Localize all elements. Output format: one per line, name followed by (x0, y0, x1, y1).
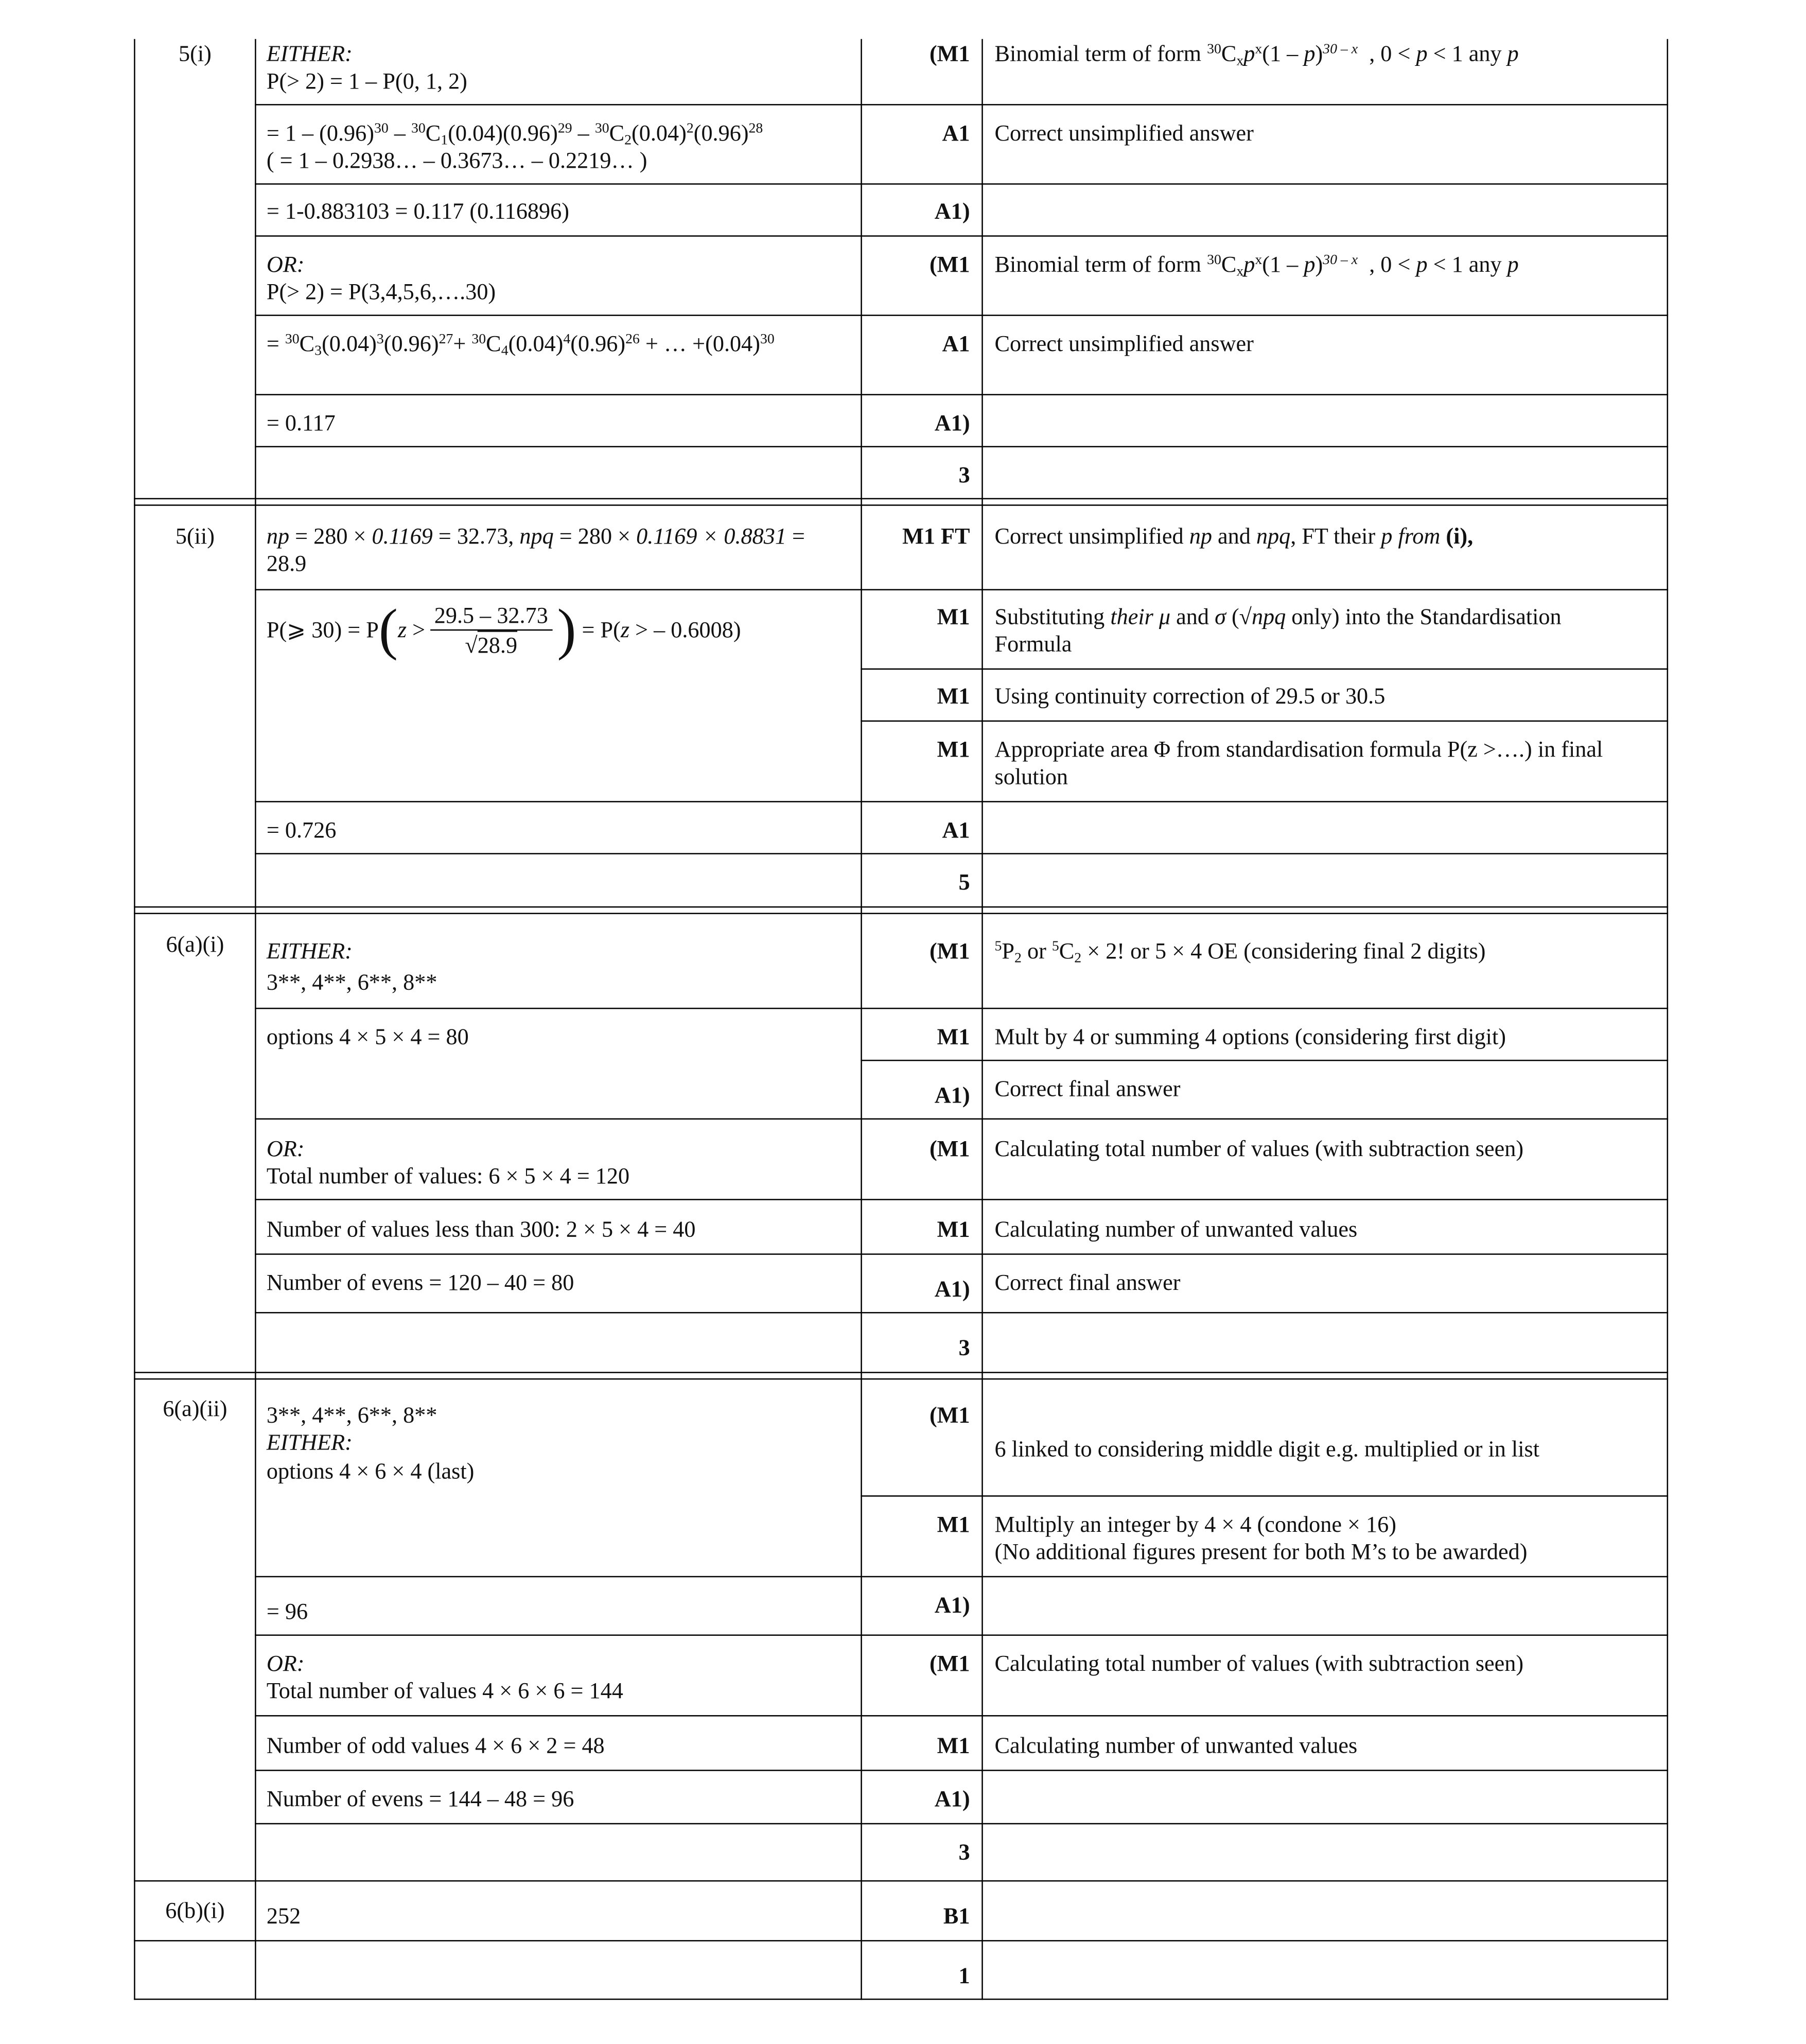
row-rule (255, 1823, 1668, 1825)
row-rule (255, 1576, 1668, 1578)
column-divider (861, 39, 862, 2000)
or-label: OR: (266, 1650, 305, 1676)
question-separator (134, 913, 1668, 914)
mark-code: M1 (937, 1215, 970, 1242)
mark-code: M1 (937, 1732, 970, 1758)
answer-cell: = 0.726 (266, 816, 337, 843)
guidance-cell: 6 linked to considering middle digit e.g. multiplied or in list (994, 1435, 1539, 1462)
mark-code: A1) (934, 1276, 970, 1302)
table-border-right (1667, 39, 1669, 2000)
answer-cell (267, 937, 852, 996)
mark-code: A1 (942, 119, 970, 146)
guidance-cell: Correct unsimplified answer (994, 119, 1254, 146)
or-label: OR: (266, 1135, 305, 1161)
row-rule (255, 1253, 1668, 1255)
row-rule (255, 446, 1668, 447)
mark-code: A1) (934, 1592, 970, 1618)
mark-code: (M1 (929, 937, 970, 964)
guidance-cell: Appropriate area Φ from standardisation formula P(z >….) in final solution (994, 736, 1603, 790)
answer-cell (267, 251, 852, 306)
guidance-cell: Calculating number of unwanted values (994, 1732, 1358, 1758)
guidance-cell: Correct unsimplified np and npq, FT their p from (i), (994, 522, 1474, 549)
mark-code: A1) (934, 1081, 970, 1108)
row-rule (255, 315, 1668, 316)
mark-code: M1 FT (902, 522, 970, 549)
mark-code: A1) (934, 1785, 970, 1811)
row-rule (255, 1008, 1668, 1009)
question-label: 5(i) (178, 40, 212, 66)
answer-line: 3**, 4**, 6**, 8** (266, 1402, 437, 1428)
either-label: EITHER: (266, 40, 353, 66)
question-label: 6(a)(ii) (163, 1395, 227, 1422)
answer-line: 28.9 (266, 550, 307, 576)
either-label: EITHER: (266, 937, 353, 964)
mark-code: A1) (934, 197, 970, 224)
answer-cell: np = 280 × 0.1169 = 32.73, npq = 280 × 0.1169 × 0.8831 = 28.9 (267, 523, 852, 578)
answer-cell (267, 1402, 852, 1485)
mark-code: M1 (937, 736, 970, 762)
row-rule (255, 1770, 1668, 1771)
row-rule (255, 183, 1668, 185)
mark-code: (M1 (929, 1135, 970, 1161)
guidance-cell: Correct unsimplified answer (994, 330, 1254, 357)
total-marks: 3 (958, 1839, 970, 1865)
total-marks: 3 (958, 1334, 970, 1360)
total-marks: 1 (958, 1962, 970, 1988)
answer-line: P(> 2) = P(3,4,5,6,….30) (266, 278, 496, 305)
or-label: OR: (266, 251, 305, 277)
row-rule (861, 1495, 1668, 1497)
row-rule (255, 104, 1668, 106)
mark-code: (M1 (929, 1402, 970, 1428)
guidance-cell: Multiply an integer by 4 × 4 (condone × 16) (No additional figures present for both M’s to be awarded) (994, 1511, 1528, 1565)
question-separator (134, 504, 1668, 506)
row-rule (134, 1940, 1668, 1942)
table-border-left (134, 39, 135, 2000)
row-rule (861, 668, 1668, 670)
mark-code: A1 (942, 330, 970, 357)
answer-cell: Number of evens = 144 – 48 = 96 (266, 1785, 574, 1811)
mark-code: (M1 (929, 40, 970, 66)
answer-cell: P(⩾ 30) = P(z > $\frac{29.5 - 32.73}{√28.9}$ ) = P(z > – 0.6008) (266, 597, 741, 661)
answer-cell: Number of values less than 300: 2 × 5 × 4 = 40 (266, 1215, 696, 1242)
row-rule (255, 1119, 1668, 1120)
row-rule (255, 394, 1668, 395)
row-rule (255, 589, 1668, 590)
question-label: 5(ii) (175, 522, 215, 549)
guidance-cell: Correct final answer (994, 1269, 1181, 1296)
answer-line: P(> 2) = 1 – P(0, 1, 2) (266, 67, 467, 94)
question-label: 6(b)(i) (165, 1897, 225, 1924)
guidance-cell: Substituting their μ and σ (√npq only) into the Standardisation Formula (994, 603, 1562, 657)
answer-cell: = 0.117 (266, 409, 336, 436)
answer-cell: Number of odd values 4 × 6 × 2 = 48 (266, 1732, 605, 1758)
guidance-cell: Calculating total number of values (with subtraction seen) (994, 1650, 1524, 1676)
answer-cell: 252 (266, 1902, 301, 1929)
row-rule (255, 853, 1668, 854)
row-rule (255, 235, 1668, 237)
either-label: EITHER: (266, 1429, 353, 1455)
guidance-cell: Mult by 4 or summing 4 options (considering first digit) (994, 1023, 1506, 1050)
guidance-cell: Correct final answer (994, 1075, 1181, 1102)
row-rule (861, 1060, 1668, 1061)
answer-cell (267, 1650, 852, 1705)
answer-line: ( = 1 – 0.2938… – 0.3673… – 0.2219… ) (266, 147, 647, 173)
left-bracket: ( (378, 597, 398, 661)
column-divider (981, 39, 983, 2000)
question-separator (134, 1378, 1668, 1380)
total-marks: 3 (958, 461, 970, 488)
mark-code: B1 (943, 1902, 970, 1929)
z-fraction: $\frac{29.5 - 32.73}{√28.9}$ (430, 601, 552, 659)
mark-code: M1 (937, 683, 970, 709)
mark-code: A1) (934, 409, 970, 436)
answer-cell: Number of evens = 120 – 40 = 80 (266, 1269, 574, 1296)
guidance-cell: Using continuity correction of 29.5 or 30.5 (994, 683, 1386, 709)
column-divider (255, 39, 256, 2000)
mark-code: M1 (937, 1023, 970, 1050)
answer-cell: = $1 - (0.96)^{30} - ^{30}C_1(0.04)(0.96)^{29} - ^{30}C_2(0.04)^2(0.96)^{28}$ ( = 1 – 0.2938… – 0.3673… – 0.2219… ) (267, 119, 852, 174)
mark-code: (M1 (929, 251, 970, 277)
answer-cell (267, 40, 852, 95)
right-bracket: ) (557, 597, 576, 661)
mark-code: A1 (942, 816, 970, 843)
mark-code: M1 (937, 1511, 970, 1537)
answer-line: 3**, 4**, 6**, 8** (266, 969, 437, 995)
total-marks: 5 (958, 868, 970, 895)
question-separator (134, 1372, 1668, 1373)
answer-cell: = 1-0.883103 = 0.117 (0.116896) (266, 197, 570, 224)
guidance-cell: Calculating total number of values (with subtraction seen) (994, 1135, 1524, 1161)
row-rule (861, 721, 1668, 722)
guidance-cell: Binomial term of form $^{30}C_xp^x(1 - p)^{30 - x}$ , 0 < p < 1 any p (994, 251, 1519, 280)
question-separator (134, 498, 1668, 500)
answer-line: options 4 × 6 × 4 (last) (266, 1457, 475, 1484)
guidance-cell: $^5P_2$ or $^5C_2 \times 2$! or 5 × 4 OE (considering final 2 digits) (994, 937, 1486, 966)
answer-cell: = $^{30}C_3(0.04)^3(0.96)^{27}+ ^{30}C_4(0.04)^4(0.96)^{26}$ + … $+(0.04)^{30}$ (266, 330, 775, 359)
row-rule (255, 1715, 1668, 1717)
guidance-cell: Binomial term of form $^{30}C_xp^x(1 - p)^{30 - x}$ , 0 < p < 1 any p (994, 40, 1519, 69)
answer-line: Total number of values: 6 × 5 × 4 = 120 (266, 1162, 630, 1189)
answer-cell: options 4 × 5 × 4 = 80 (266, 1023, 469, 1050)
guidance-cell: Calculating number of unwanted values (994, 1215, 1358, 1242)
question-label: 6(a)(i) (166, 931, 224, 957)
answer-cell: = 96 (266, 1598, 308, 1624)
row-rule (255, 1634, 1668, 1636)
mark-code: (M1 (929, 1650, 970, 1676)
row-rule (255, 1199, 1668, 1200)
row-rule (255, 1312, 1668, 1314)
answer-cell (267, 1135, 852, 1190)
row-rule (255, 801, 1668, 802)
answer-line: Total number of values 4 × 6 × 6 = 144 (266, 1677, 623, 1704)
question-separator (134, 1880, 1668, 1882)
mark-code: M1 (937, 603, 970, 630)
question-separator (134, 906, 1668, 908)
table-border-bottom (134, 1999, 1668, 2000)
